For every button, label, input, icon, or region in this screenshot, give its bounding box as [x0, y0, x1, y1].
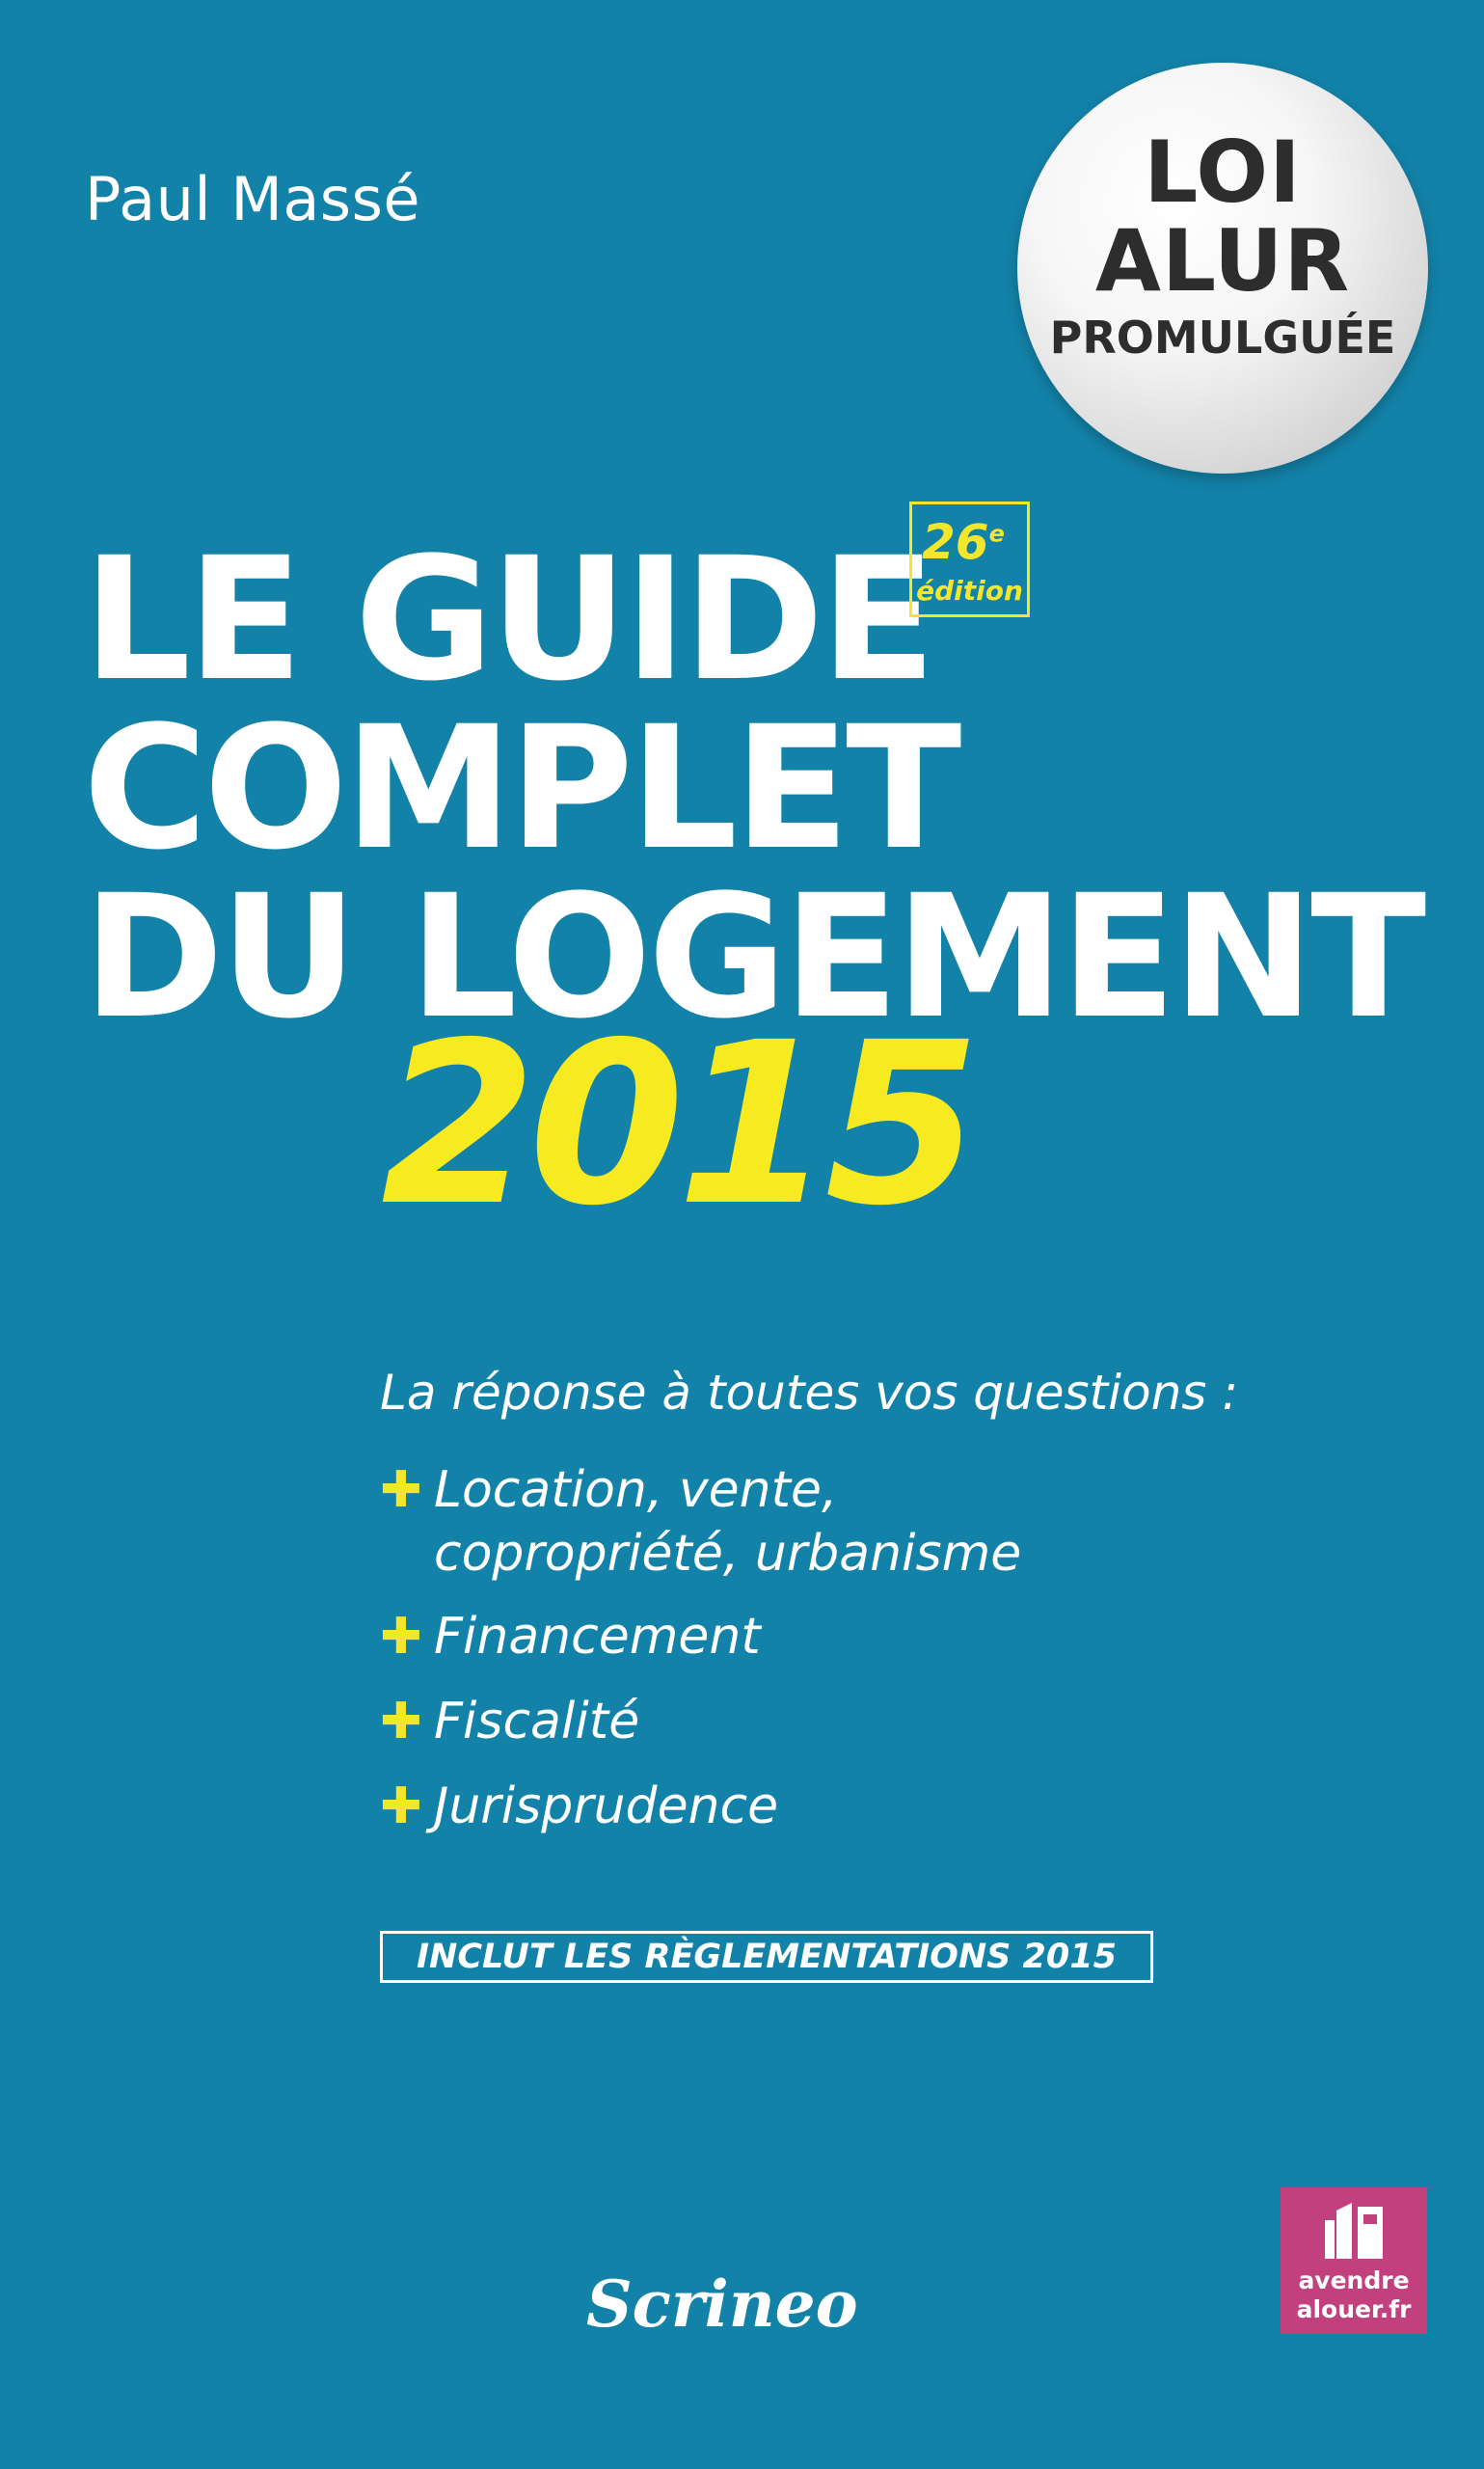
plus-icon: ✚ — [380, 1777, 422, 1835]
edition-badge — [909, 502, 1030, 617]
feature-text-line: Fiscalité — [434, 1693, 640, 1750]
feature-text-line: copropriété, urbanisme — [434, 1525, 1022, 1583]
title-line-3: DU LOGEMENT — [83, 858, 1423, 1056]
partner-building-icon — [1323, 2201, 1385, 2261]
edition-suffix: e — [988, 520, 1005, 548]
edition-label: édition — [916, 575, 1023, 607]
feature-item — [380, 1458, 1021, 1586]
title-year: 2015 — [381, 994, 973, 1255]
edition-number: 26 — [922, 514, 989, 570]
loi-alur-seal — [1017, 63, 1428, 474]
seal-line-promulguee: PROMULGUÉE — [1049, 312, 1396, 364]
plus-icon: ✚ — [380, 1461, 422, 1519]
feature-item — [380, 1775, 1021, 1838]
feature-item — [380, 1605, 1021, 1669]
feature-text-line: Location, vente, — [434, 1461, 838, 1519]
partner-line-2: alouer.fr — [1296, 2295, 1412, 2323]
partner-line-1: avendre — [1298, 2266, 1410, 2294]
seal-line-alur: ALUR — [1094, 211, 1351, 311]
author-name: Paul Massé — [85, 164, 421, 234]
feature-list — [380, 1458, 1021, 1838]
title-line-1: LE GUIDE — [83, 521, 932, 719]
tagline: La réponse à toutes vos questions : — [380, 1365, 1239, 1421]
publisher-logo: Scrineo — [586, 2266, 858, 2342]
seal-line-loi: LOI — [1144, 122, 1302, 222]
feature-text-line: Financement — [434, 1608, 761, 1666]
plus-icon: ✚ — [380, 1693, 422, 1750]
edition-number-wrap — [922, 514, 1005, 570]
plus-icon: ✚ — [380, 1608, 422, 1666]
partner-logo — [1281, 2187, 1427, 2334]
regulations-banner: INCLUT LES RÈGLEMENTATIONS 2015 — [380, 1931, 1153, 1983]
feature-text-line: Jurisprudence — [434, 1777, 779, 1835]
title-line-2: COMPLET — [83, 690, 958, 887]
feature-item — [380, 1690, 1021, 1753]
